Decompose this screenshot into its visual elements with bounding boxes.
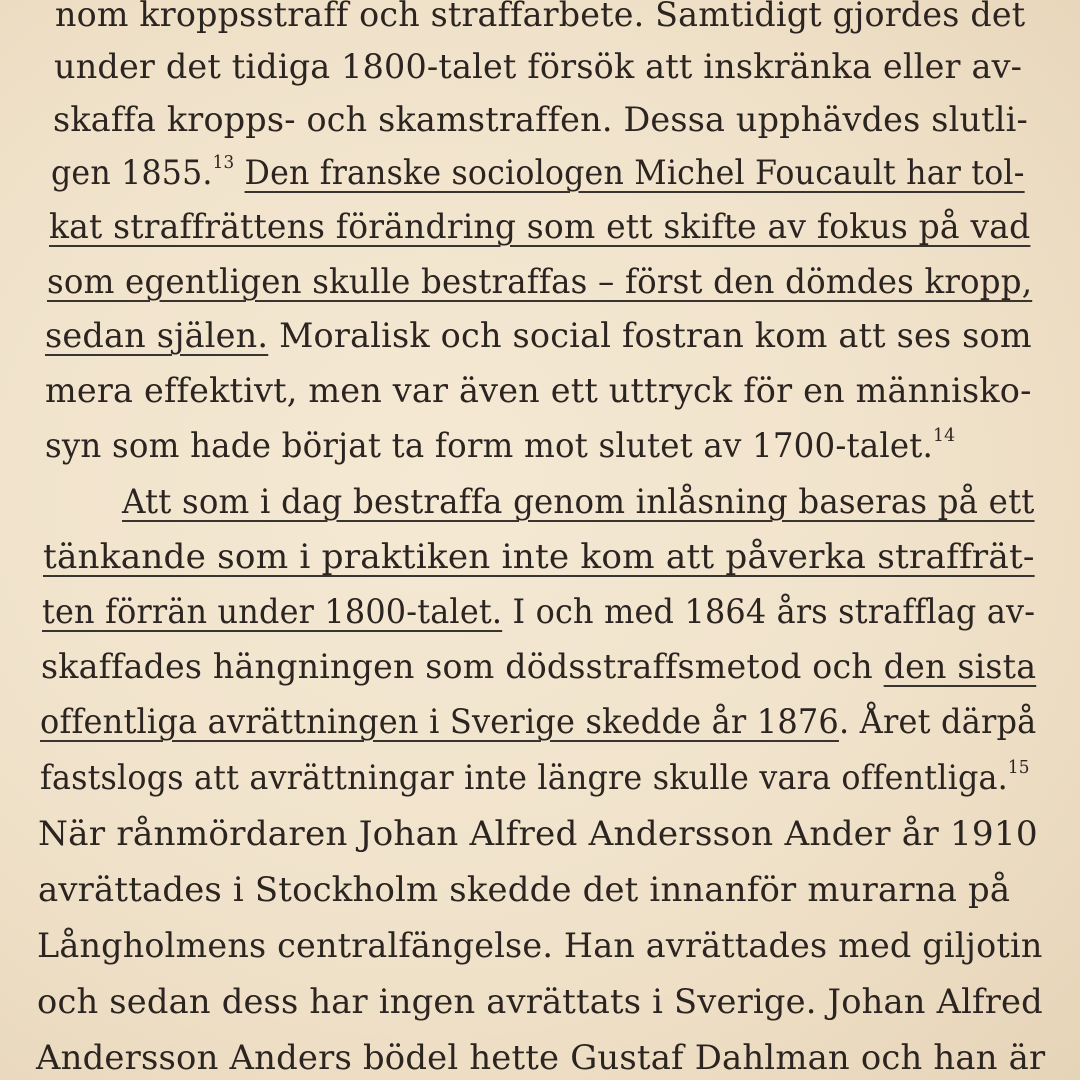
text-segment [234, 153, 244, 193]
text-line [38, 870, 1010, 910]
text-segment: . Året därpå [838, 702, 1037, 742]
text-line [54, 47, 1022, 87]
text-line [122, 482, 1035, 522]
text-segment: avrättades i Stockholm skedde det innanför murarna på [38, 870, 1011, 910]
text-line [42, 592, 1035, 632]
text-line [53, 100, 1028, 140]
underlined-text: den sista [883, 647, 1037, 687]
text-segment: gen 1855. [51, 153, 213, 193]
underlined-text: Att som i dag bestraffa genom inlåsning baseras på ett [122, 482, 1035, 522]
underlined-text: Den franske sociologen Michel Foucault har tol- [244, 153, 1025, 193]
text-segment: nom kroppsstraff och straffarbete. Samtidigt gjordes det [55, 0, 1026, 35]
text-line [38, 814, 1038, 854]
text-segment: Andersson Anders bödel hette Gustaf Dahlman och han är [36, 1038, 1046, 1078]
underlined-text: sedan själen. [45, 316, 269, 356]
text-line [49, 207, 1030, 247]
text-segment: fastslogs att avrättningar inte längre skulle vara offentliga. [40, 758, 1008, 798]
text-line [51, 153, 1025, 193]
text-segment: skaffa kropps- och skamstraffen. Dessa upphävdes slutli- [53, 100, 1028, 140]
text-line [37, 926, 1043, 966]
text-segment: under det tidiga 1800-talet försök att inskränka eller av- [54, 47, 1023, 87]
text-line [36, 1038, 1045, 1078]
text-line [37, 982, 1043, 1022]
underlined-text: offentliga avrättningen i Sverige skedde år 1876 [40, 702, 839, 742]
footnote-ref: 14 [933, 424, 956, 446]
text-segment: Långholmens centralfängelse. Han avrättades med giljotin [37, 926, 1043, 966]
text-segment: Moralisk och social fostran kom att ses som [268, 316, 1032, 356]
footnote-ref: 15 [1007, 756, 1030, 778]
text-line [45, 426, 955, 466]
text-segment: syn som hade börjat ta form mot slutet av 1700-talet. [45, 426, 934, 466]
text-line [40, 758, 1030, 798]
text-line [55, 0, 1025, 35]
underlined-text: som egentligen skulle bestraffas – först den dömdes kropp, [47, 262, 1033, 302]
text-line [43, 537, 1035, 577]
text-line [45, 371, 1032, 411]
text-line [45, 316, 1032, 356]
text-line [47, 262, 1032, 302]
underlined-text: tänkande som i praktiken inte kom att påverka straffrät- [43, 537, 1035, 577]
text-segment: mera effektivt, men var även ett uttryck för en människo- [45, 371, 1032, 411]
text-line [41, 647, 1036, 687]
footnote-ref: 13 [212, 151, 235, 173]
text-segment: I och med 1864 års strafflag av- [502, 592, 1036, 632]
text-line [40, 702, 1036, 742]
text-segment: och sedan dess har ingen avrättats i Sverige. Johan Alfred [37, 982, 1043, 1022]
text-segment: När rånmördaren Johan Alfred Andersson Ander år 1910 [38, 814, 1038, 854]
underlined-text: kat straffrättens förändring som ett skifte av fokus på vad [49, 207, 1031, 247]
underlined-text: ten förrän under 1800-talet. [42, 592, 503, 632]
text-segment: skaffades hängningen som dödsstraffsmetod och [41, 647, 884, 687]
